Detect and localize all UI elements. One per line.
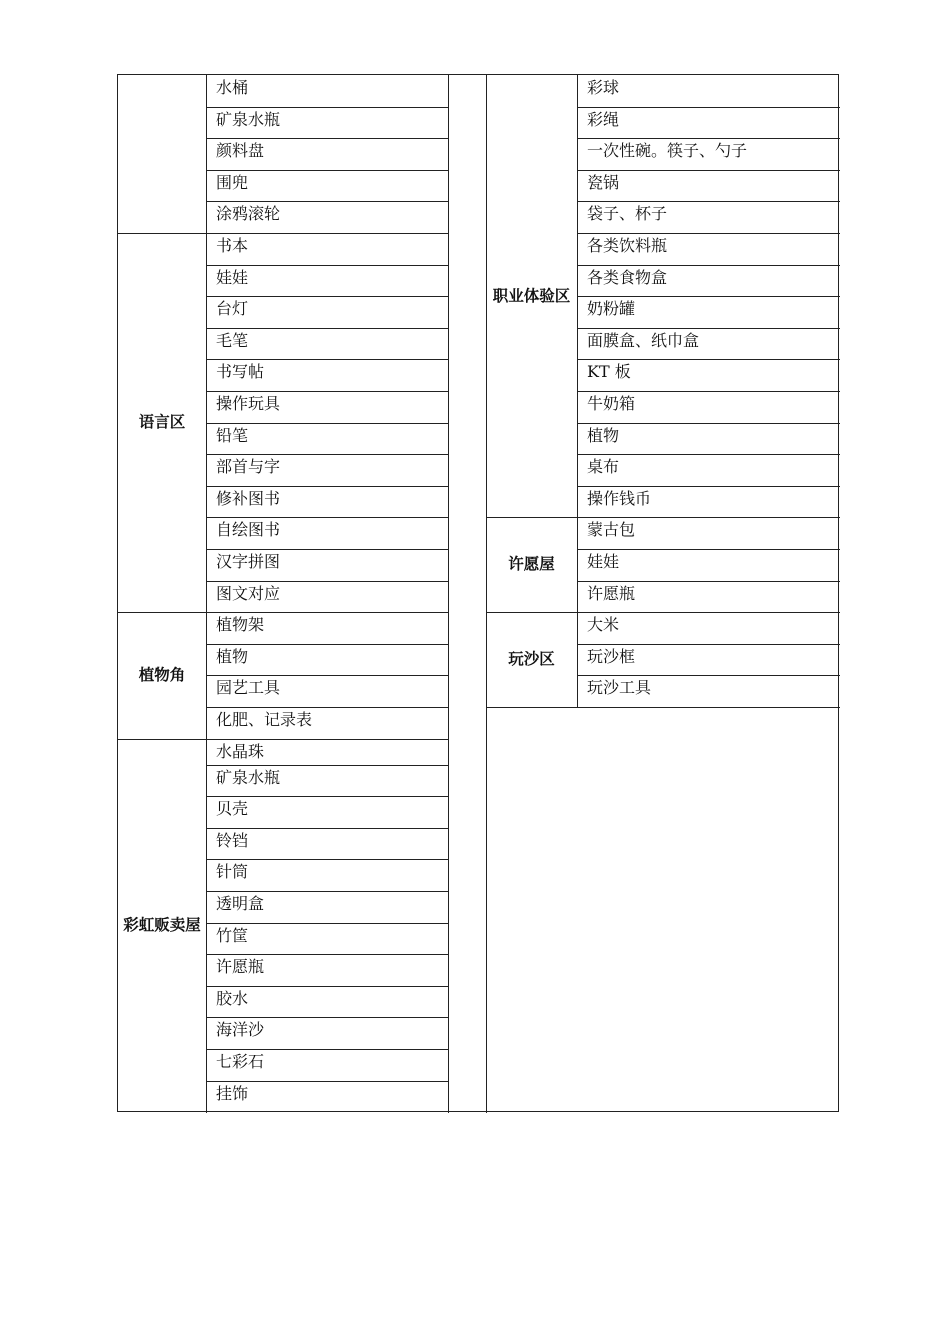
table-border (206, 1049, 448, 1050)
table-border (486, 707, 840, 708)
table-cell-item: 娃娃 (587, 552, 620, 571)
table-border (206, 765, 448, 766)
table-cell-item: 透明盒 (216, 894, 265, 913)
table-border (206, 75, 207, 1113)
category-label: 许愿屋 (508, 555, 555, 574)
table-border (577, 233, 840, 234)
table-border (206, 549, 448, 550)
table-cell-item: 园艺工具 (216, 678, 281, 698)
table-cell-item: 铅笔 (216, 425, 249, 445)
table-cell-item: 桌布 (587, 457, 620, 477)
table-border (206, 859, 448, 860)
table-border (577, 644, 840, 645)
table-cell-item: 图文对应 (216, 583, 281, 603)
table-cell-item: 彩绳 (587, 109, 620, 129)
table-cell-item: 修补图书 (216, 488, 281, 508)
table-border (206, 644, 448, 645)
table-cell-item: 海洋沙 (216, 1020, 265, 1040)
table-cell-item: 毛笔 (216, 330, 249, 350)
table-cell-item: 玩沙工具 (587, 678, 652, 698)
table-cell-item: 瓷锅 (587, 172, 620, 192)
table-cell-item: 挂饰 (216, 1083, 249, 1103)
table-cell-item: 七彩石 (216, 1052, 265, 1071)
table-cell-item: 书本 (216, 236, 249, 255)
table-cell-item: 牛奶箱 (587, 394, 636, 413)
table-border (206, 107, 448, 108)
table-cell-item: 矿泉水瓶 (216, 109, 281, 129)
table-border (206, 265, 448, 266)
table-cell-item: 蒙古包 (587, 520, 636, 540)
table-border (577, 107, 840, 108)
table-cell-item: 部首与字 (216, 457, 281, 477)
table-cell-item: 大米 (587, 615, 620, 635)
table-cell-item: 竹筐 (216, 925, 249, 945)
table-cell-item: 各类饮料瓶 (587, 236, 668, 255)
table-border (577, 328, 840, 329)
table-border (206, 138, 448, 139)
table-cell-item: 针筒 (216, 862, 249, 882)
table-cell-item: 袋子、杯子 (587, 204, 668, 224)
table-border (206, 891, 448, 892)
table-border (577, 423, 840, 424)
table-cell-item: 颜料盘 (216, 141, 265, 161)
table-border (577, 486, 840, 487)
table-cell-item: 汉字拼图 (216, 552, 281, 571)
table-border (206, 170, 448, 171)
table-cell-item: 娃娃 (216, 267, 249, 287)
table-cell-item: 一次性碗。筷子、勺子 (587, 141, 748, 161)
table-border (577, 454, 840, 455)
table-border (206, 1081, 448, 1082)
table-cell-item: 书写帖 (216, 362, 265, 382)
table-border (206, 707, 448, 708)
category-label: 植物角 (138, 665, 186, 684)
table-border (206, 581, 448, 582)
table-cell-item: 水桶 (216, 78, 249, 97)
table-border (577, 296, 840, 297)
table-cell-item: 操作钱币 (587, 488, 652, 508)
table-cell-item: 涂鸦滚轮 (216, 204, 281, 224)
table-cell-item: KT 板 (587, 362, 631, 382)
table-border (577, 138, 840, 139)
table-border (577, 675, 840, 676)
table-cell-item: 贝壳 (216, 799, 249, 819)
table-border (206, 675, 448, 676)
table-cell-item: 植物架 (216, 615, 265, 635)
table-cell-item: 许愿瓶 (216, 957, 265, 977)
table-cell-item: 各类食物盒 (587, 267, 668, 287)
table-border (577, 549, 840, 550)
table-border (206, 796, 448, 797)
table-cell-item: 植物 (216, 646, 249, 666)
table-cell-item: 围兜 (216, 172, 249, 192)
table-border (577, 265, 840, 266)
table-cell-item: 植物 (587, 425, 620, 445)
table-cell-item: 矿泉水瓶 (216, 767, 281, 787)
table-cell-item: 胶水 (216, 988, 249, 1008)
table-cell-item: 彩球 (587, 78, 620, 97)
table-border (206, 923, 448, 924)
table-border (206, 201, 448, 202)
table-cell-item: 自绘图书 (216, 520, 281, 540)
table-cell-item: 操作玩具 (216, 394, 281, 413)
table-border (577, 359, 840, 360)
table-border (206, 391, 448, 392)
table-border (206, 986, 448, 987)
table-border (577, 391, 840, 392)
table-border (206, 454, 448, 455)
table-border (206, 828, 448, 829)
table-cell-item: 奶粉罐 (587, 299, 636, 319)
table-cell-item: 化肥、记录表 (216, 710, 313, 729)
table-cell-item: 玩沙框 (587, 646, 636, 666)
table-border (206, 359, 448, 360)
table-border (206, 517, 448, 518)
category-label: 语言区 (138, 413, 186, 432)
table-cell-item: 许愿瓶 (587, 583, 636, 603)
table-border (577, 170, 840, 171)
table-border (577, 201, 840, 202)
table-border (206, 423, 448, 424)
materials-table (117, 74, 839, 1112)
table-border (577, 581, 840, 582)
table-border (206, 1017, 448, 1018)
table-cell-item: 面膜盒、纸巾盒 (587, 330, 700, 350)
table-border (206, 328, 448, 329)
table-border (206, 954, 448, 955)
table-cell-item: 台灯 (216, 299, 249, 319)
category-label: 彩虹贩卖屋 (123, 915, 201, 934)
category-label: 职业体验区 (492, 286, 571, 305)
table-border (206, 486, 448, 487)
table-cell-item: 铃铛 (216, 830, 249, 850)
table-cell-item: 水晶珠 (216, 741, 265, 761)
category-label: 玩沙区 (508, 650, 555, 669)
table-border (448, 75, 449, 1113)
table-border (206, 296, 448, 297)
